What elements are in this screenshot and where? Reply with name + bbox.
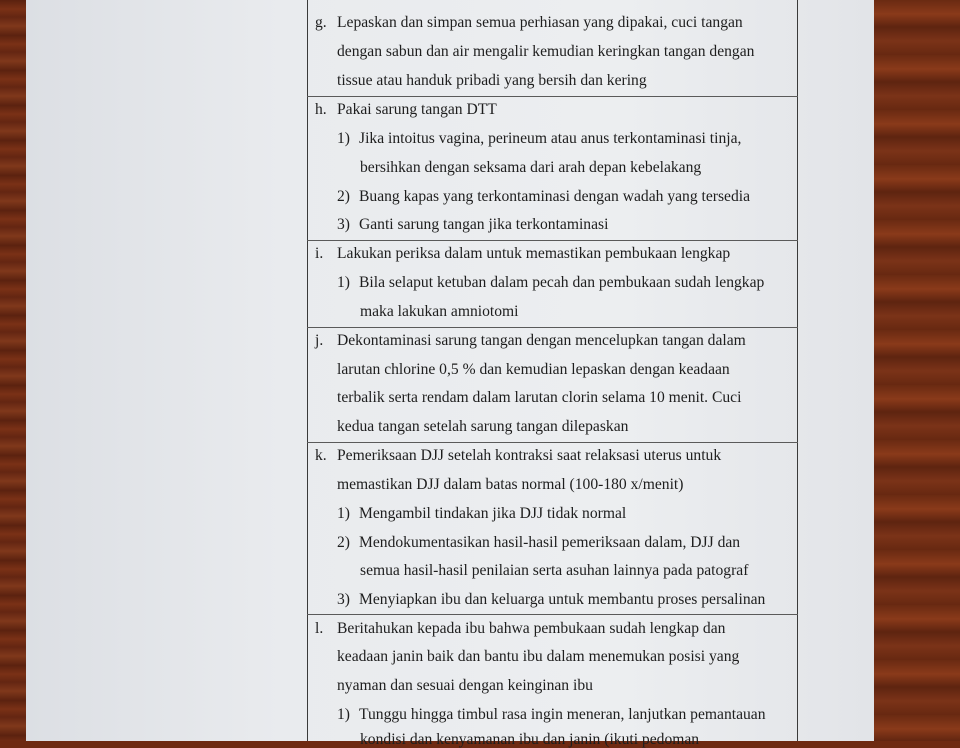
row-divider: [307, 96, 798, 97]
item-marker: j.: [315, 332, 324, 349]
subitem-h-3: [337, 217, 608, 233]
item-text: Dekontaminasi sarung tangan dengan mencelupkan tangan dalam: [337, 332, 746, 349]
item-text-cont: larutan chlorine 0,5 % dan kemudian lepaskan dengan keadaan: [337, 361, 730, 378]
subitem-text: Bila selaput ketuban dalam pecah dan pembukaan sudah lengkap: [359, 274, 765, 291]
item-text: Lepaskan dan simpan semua perhiasan yang dipakai, cuci tangan: [337, 14, 743, 31]
wood-table-right: [872, 0, 960, 741]
subitem-text: Mengambil tindakan jika DJJ tidak normal: [359, 505, 627, 522]
item-i: [315, 246, 730, 262]
item-text: Pemeriksaan DJJ setelah kontraksi saat relaksasi uterus untuk: [337, 447, 722, 464]
item-j: [315, 333, 746, 349]
subitem-k-1: [337, 506, 626, 522]
item-text: Beritahukan kepada ibu bahwa pembukaan sudah lengkap dan: [337, 620, 726, 637]
subitem-marker: 2): [337, 534, 350, 551]
table-border-left: [307, 0, 308, 741]
subitem-marker: 1): [337, 505, 350, 522]
subitem-marker: 1): [337, 130, 350, 147]
subitem-text: Jika intoitus vagina, perineum atau anus terkontaminasi tinja,: [359, 130, 742, 147]
item-marker: g.: [315, 14, 327, 31]
item-text: Pakai sarung tangan DTT: [337, 101, 497, 118]
subitem-l-1: [337, 707, 766, 723]
item-h: [315, 102, 497, 118]
item-marker: k.: [315, 447, 327, 464]
subitem-marker: 1): [337, 274, 350, 291]
subitem-marker: 1): [337, 706, 350, 723]
subitem-i-1: [337, 275, 764, 291]
subitem-text: Buang kapas yang terkontaminasi dengan wadah yang tersedia: [359, 188, 751, 205]
item-text-cont: nyaman dan sesuai dengan keinginan ibu: [337, 677, 593, 694]
subitem-text-cont: semua hasil-hasil penilaian serta asuhan lainnya pada patograf: [360, 562, 749, 579]
item-marker: h.: [315, 101, 327, 118]
item-text-cont: kedua tangan setelah sarung tangan dilepaskan: [337, 418, 629, 435]
subitem-k-3: [337, 592, 765, 608]
item-text-cont: terbalik serta rendam dalam larutan clorin selama 10 menit. Cuci: [337, 389, 742, 406]
subitem-marker: 2): [337, 188, 350, 205]
subitem-text: Ganti sarung tangan jika terkontaminasi: [359, 216, 609, 233]
row-divider: [307, 614, 798, 615]
row-divider: [307, 240, 798, 241]
subitem-h-1: [337, 131, 741, 147]
item-text-cont: keadaan janin baik dan bantu ibu dalam menemukan posisi yang: [337, 648, 740, 665]
row-divider: [307, 327, 798, 328]
item-k: [315, 448, 721, 464]
subitem-marker: 3): [337, 591, 350, 608]
wood-table-left: [0, 0, 28, 741]
subitem-text: Menyiapkan ibu dan keluarga untuk membantu proses persalinan: [359, 591, 766, 608]
subitem-text: Tunggu hingga timbul rasa ingin meneran, lanjutkan pemantauan: [359, 706, 766, 723]
item-text-cont: tissue atau handuk pribadi yang bersih dan kering: [337, 72, 647, 89]
table-border-right: [797, 0, 798, 741]
item-text-cont: dengan sabun dan air mengalir kemudian keringkan tangan dengan: [337, 43, 755, 60]
subitem-k-2: [337, 535, 740, 551]
subitem-text: Mendokumentasikan hasil-hasil pemeriksaan dalam, DJJ dan: [359, 534, 741, 551]
item-g: [315, 15, 743, 31]
row-divider: [307, 442, 798, 443]
subitem-text-cont: maka lakukan amniotomi: [360, 303, 519, 320]
subitem-marker: 3): [337, 216, 350, 233]
item-l: [315, 621, 725, 637]
item-text-cont: memastikan DJJ dalam batas normal (100-180 x/menit): [337, 476, 684, 493]
subitem-h-2: [337, 189, 750, 205]
item-text: Lakukan periksa dalam untuk memastikan pembukaan lengkap: [337, 245, 731, 262]
subitem-text-cont: bersihkan dengan seksama dari arah depan kebelakang: [360, 159, 702, 176]
item-marker: i.: [315, 245, 324, 262]
subitem-text-cont: kondisi dan kenyamanan ibu dan janin (ikuti pedoman: [360, 731, 700, 748]
item-marker: l.: [315, 620, 324, 637]
